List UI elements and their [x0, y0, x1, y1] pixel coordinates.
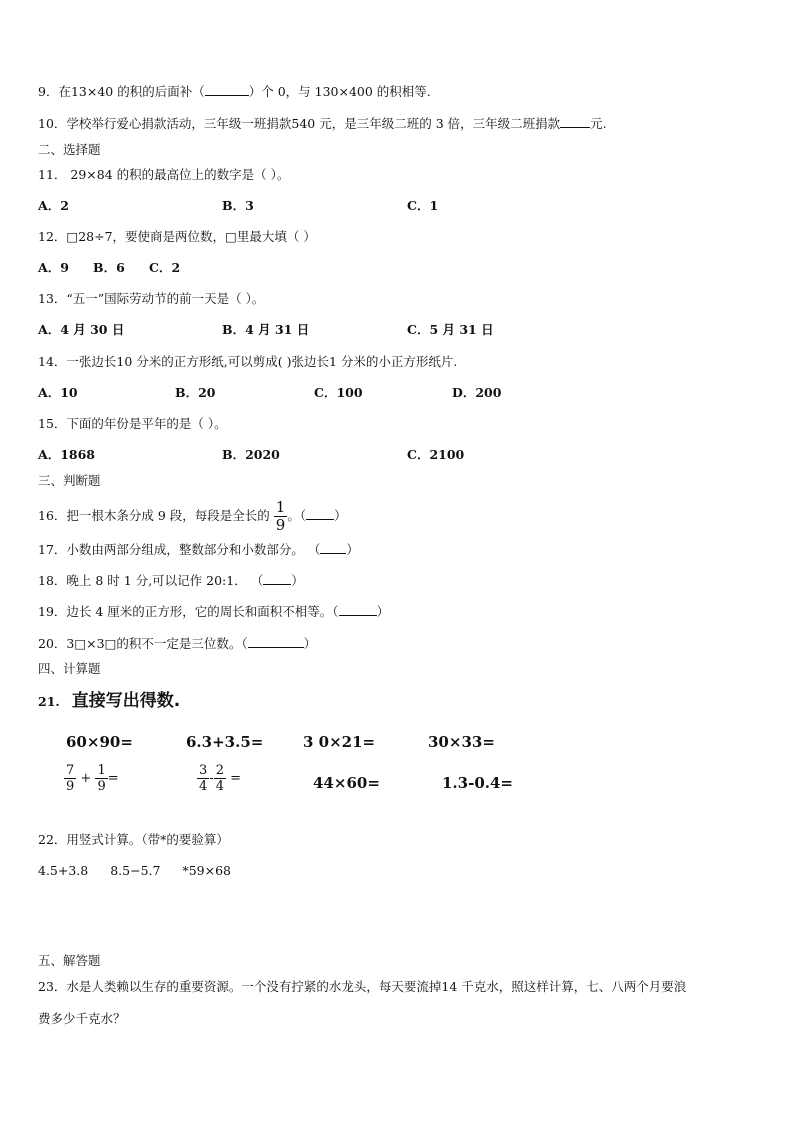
answer-blank[interactable] — [320, 541, 346, 554]
option-c[interactable]: C．2100 — [407, 447, 465, 462]
question-22: 22．用竖式计算。（带*的要验算） — [38, 832, 229, 847]
answer-blank[interactable] — [339, 603, 377, 616]
fraction: $\frac{3}{4}$ — [199, 763, 208, 794]
option-b[interactable]: B．4 月 31 日 — [222, 322, 310, 337]
option-b[interactable]: B．3 — [222, 198, 254, 213]
question-18: 18．晚上 8 时 1 分,可以记作 20:1． （ ） — [38, 573, 304, 588]
question-21: 21. 直接写出得数. — [38, 691, 181, 711]
question-16: 16．把一根木条分成 9 段，每段是全长的 $\frac{1}{9}$ 。（ ） — [38, 498, 347, 534]
option-c[interactable]: C．2 — [149, 260, 181, 275]
question-23-line2: 费多少千克水？ — [38, 1011, 126, 1026]
option-c[interactable]: C．1 — [407, 198, 439, 213]
question-9: 9．在13×40 的积的后面补（ ）个 0，与 130×400 的积相等. — [38, 84, 431, 99]
option-c[interactable]: C．5 月 31 日 — [407, 322, 494, 337]
fraction: $\frac{1}{9}$ — [97, 763, 106, 794]
answer-blank[interactable] — [205, 83, 249, 96]
option-b[interactable]: B．6 — [93, 260, 125, 275]
answer-blank[interactable] — [263, 572, 291, 585]
question-13: 13．“五一”国际劳动节的前一天是（ ）。 — [38, 291, 265, 306]
question-12: 12．□28÷7，要使商是两位数，□里最大填（ ） — [38, 229, 316, 244]
answer-blank[interactable] — [560, 115, 590, 128]
fraction: $\frac{2}{4}$ — [215, 763, 224, 794]
question-22-items: 4.5+3.8 8.5−5.7 *59×68 — [38, 863, 231, 878]
option-c[interactable]: C．100 — [314, 385, 363, 400]
question-23-line1: 23．水是人类赖以生存的重要资源。一个没有拧紧的水龙头，每天要流掉14 千克水，照这样计算，七、八两个月要浪 — [38, 979, 687, 994]
option-d[interactable]: D．200 — [452, 385, 502, 400]
section-heading-solve: 五、解答题 — [38, 953, 101, 968]
calc-item: 6.3+3.5= — [186, 733, 264, 751]
section-heading-calc: 四、计算题 — [38, 661, 101, 676]
question-19: 19．边长 4 厘米的正方形，它的周长和面积不相等。（ ） — [38, 604, 390, 619]
fraction-calc-item: $\frac{7}{9}$ + $\frac{1}{9}$ = — [66, 763, 119, 794]
fraction-calc-item: $\frac{3}{4}$ - $\frac{2}{4}$ = — [199, 763, 242, 794]
question-14: 14．一张边长10 分米的正方形纸,可以剪成( )张边长1 分米的小正方形纸片. — [38, 354, 458, 369]
calc-item: 44×60= — [313, 774, 380, 792]
question-10: 10．学校举行爱心捐款活动，三年级一班捐款540 元，是三年级二班的 3 倍，三年级二班捐款 元. — [38, 116, 607, 131]
question-17: 17．小数由两部分组成，整数部分和小数部分。 （ ） — [38, 542, 359, 557]
question-11: 11． 29×84 的积的最高位上的数字是（ ）。 — [38, 167, 290, 182]
option-a[interactable]: A．9 — [38, 260, 69, 275]
option-b[interactable]: B．20 — [175, 385, 216, 400]
option-b[interactable]: B．2020 — [222, 447, 280, 462]
fraction: $\frac{7}{9}$ — [66, 763, 75, 794]
question-15: 15．下面的年份是平年的是（ ）。 — [38, 416, 227, 431]
section-heading-judge: 三、判断题 — [38, 473, 101, 488]
option-a[interactable]: A．10 — [38, 385, 78, 400]
option-a[interactable]: A．4 月 30 日 — [38, 322, 125, 337]
option-a[interactable]: A．1868 — [38, 447, 95, 462]
question-20: 20．3□×3□的积不一定是三位数。（ ） — [38, 636, 317, 651]
calc-item: 3 0×21= — [303, 733, 376, 751]
answer-blank[interactable] — [306, 507, 334, 520]
fraction: $\frac{1}{9}$ — [275, 498, 286, 534]
calc-item: 30×33= — [428, 733, 495, 751]
option-a[interactable]: A．2 — [38, 198, 69, 213]
calc-item: 1.3-0.4= — [442, 774, 513, 792]
calc-item: 60×90= — [66, 733, 133, 751]
section-heading-choice: 二、选择题 — [38, 142, 101, 157]
answer-blank[interactable] — [248, 635, 304, 648]
